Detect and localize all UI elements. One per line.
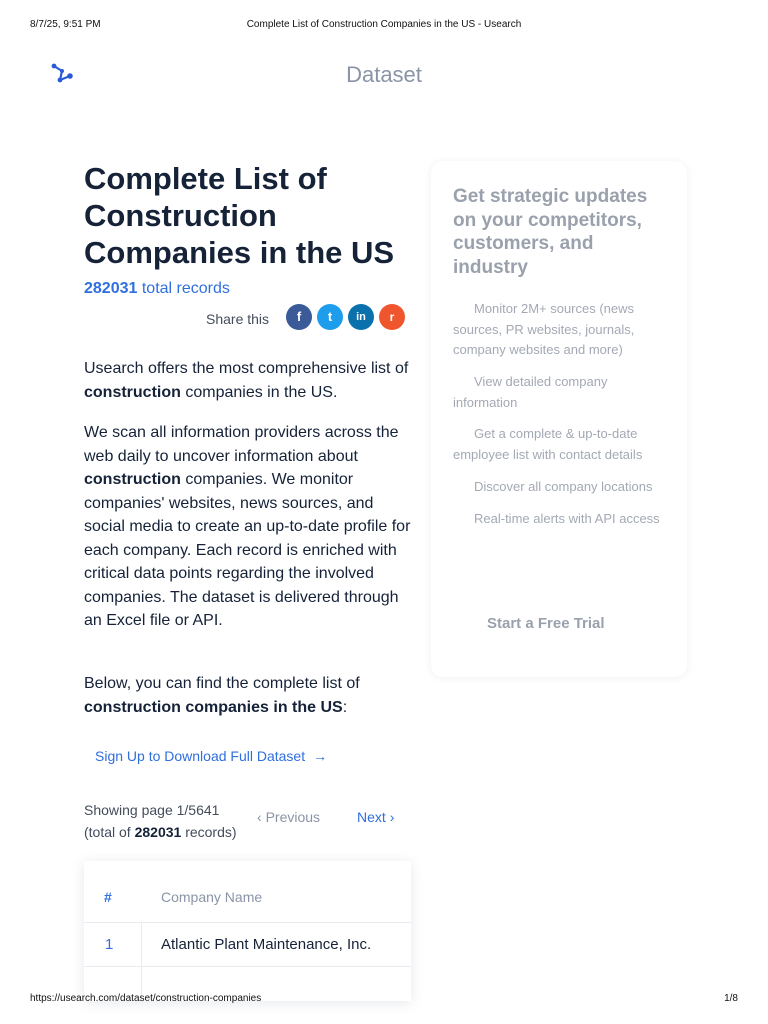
companies-table xyxy=(84,861,411,1001)
twitter-icon[interactable]: t xyxy=(317,304,343,330)
record-count-line xyxy=(84,280,230,298)
brand-title[interactable]: Dataset xyxy=(346,62,422,87)
signup-download-link[interactable] xyxy=(95,748,327,764)
row-number: 1 xyxy=(105,936,114,953)
print-url: https://usearch.com/dataset/construction-companies xyxy=(30,993,262,1004)
share-label: Share this xyxy=(206,311,270,327)
intro-paragraph xyxy=(84,357,414,404)
reddit-icon[interactable]: r xyxy=(379,304,405,330)
print-doc-title: Complete List of Construction Companies in the US - Usearch xyxy=(246,19,522,30)
description-paragraph xyxy=(84,421,414,633)
pagination-status xyxy=(84,799,237,843)
next-button[interactable] xyxy=(357,809,394,825)
print-footer xyxy=(30,993,738,1007)
description-text: We scan all information providers across the web daily to uncover information about xyxy=(84,424,399,465)
print-page-number: 1/8 xyxy=(724,993,738,1004)
record-count: 282031 xyxy=(84,280,138,297)
record-count-label: total records xyxy=(141,280,230,297)
intro-text: Usearch offers the most comprehensive list of xyxy=(84,360,409,377)
promo-feature: View detailed company information xyxy=(453,374,608,410)
total-records-line xyxy=(84,821,237,843)
promo-feature: Discover all company locations xyxy=(474,479,653,494)
column-divider xyxy=(141,922,142,1001)
promo-feature: Monitor 2M+ sources (news sources, PR websites, journals, company websites and more) xyxy=(453,301,635,357)
page-title: Complete List of Construction Companies in the US xyxy=(84,161,395,270)
total-count: 282031 xyxy=(134,824,182,840)
facebook-icon[interactable]: f xyxy=(286,304,312,330)
print-header xyxy=(30,19,738,33)
list-intro-text-end: : xyxy=(342,698,348,716)
promo-feature: Get a complete & up-to-date employee list with contact details xyxy=(453,426,643,462)
previous-button[interactable] xyxy=(257,809,320,825)
header-divider xyxy=(84,922,411,923)
signup-link-label: Sign Up to Download Full Dataset xyxy=(95,748,306,764)
total-prefix: (total of xyxy=(84,824,135,840)
page-indicator: Showing page 1/5641 xyxy=(84,802,220,818)
row-divider xyxy=(84,966,411,967)
intro-text-end: companies in the US. xyxy=(180,383,338,401)
intro-keyword: construction xyxy=(84,383,181,401)
promo-card xyxy=(431,161,687,677)
total-suffix: records) xyxy=(181,824,237,840)
previous-label: Previous xyxy=(265,809,321,825)
chevron-right-icon: › xyxy=(389,809,395,825)
list-intro-keyword: construction companies in the US xyxy=(84,698,343,716)
list-intro-paragraph xyxy=(84,672,414,719)
promo-feature: Real-time alerts with API access xyxy=(474,511,660,526)
promo-title: Get strategic updates on your competitors, customers, and industry xyxy=(453,186,648,278)
description-text-end: companies. We monitor companies' websites, news sources, and social media to create an up-to-date profile for each company. Each record is enriched with critical data points regarding the involved companies. The dataset is delivered through an Excel file or API. xyxy=(84,471,411,629)
company-name-link[interactable]: Atlantic Plant Maintenance, Inc. xyxy=(161,936,372,953)
arrow-right-icon: → xyxy=(313,748,328,764)
next-label: Next xyxy=(357,809,386,825)
list-intro-text: Below, you can find the complete list of xyxy=(84,675,360,692)
column-header-number: # xyxy=(104,889,112,905)
description-keyword: construction xyxy=(84,471,181,488)
linkedin-icon[interactable]: in xyxy=(348,304,374,330)
print-datetime: 8/7/25, 9:51 PM xyxy=(30,19,101,30)
column-header-company-name: Company Name xyxy=(161,889,263,905)
chevron-left-icon: ‹ xyxy=(257,809,262,825)
start-free-trial-button[interactable]: Start a Free Trial xyxy=(487,615,605,632)
